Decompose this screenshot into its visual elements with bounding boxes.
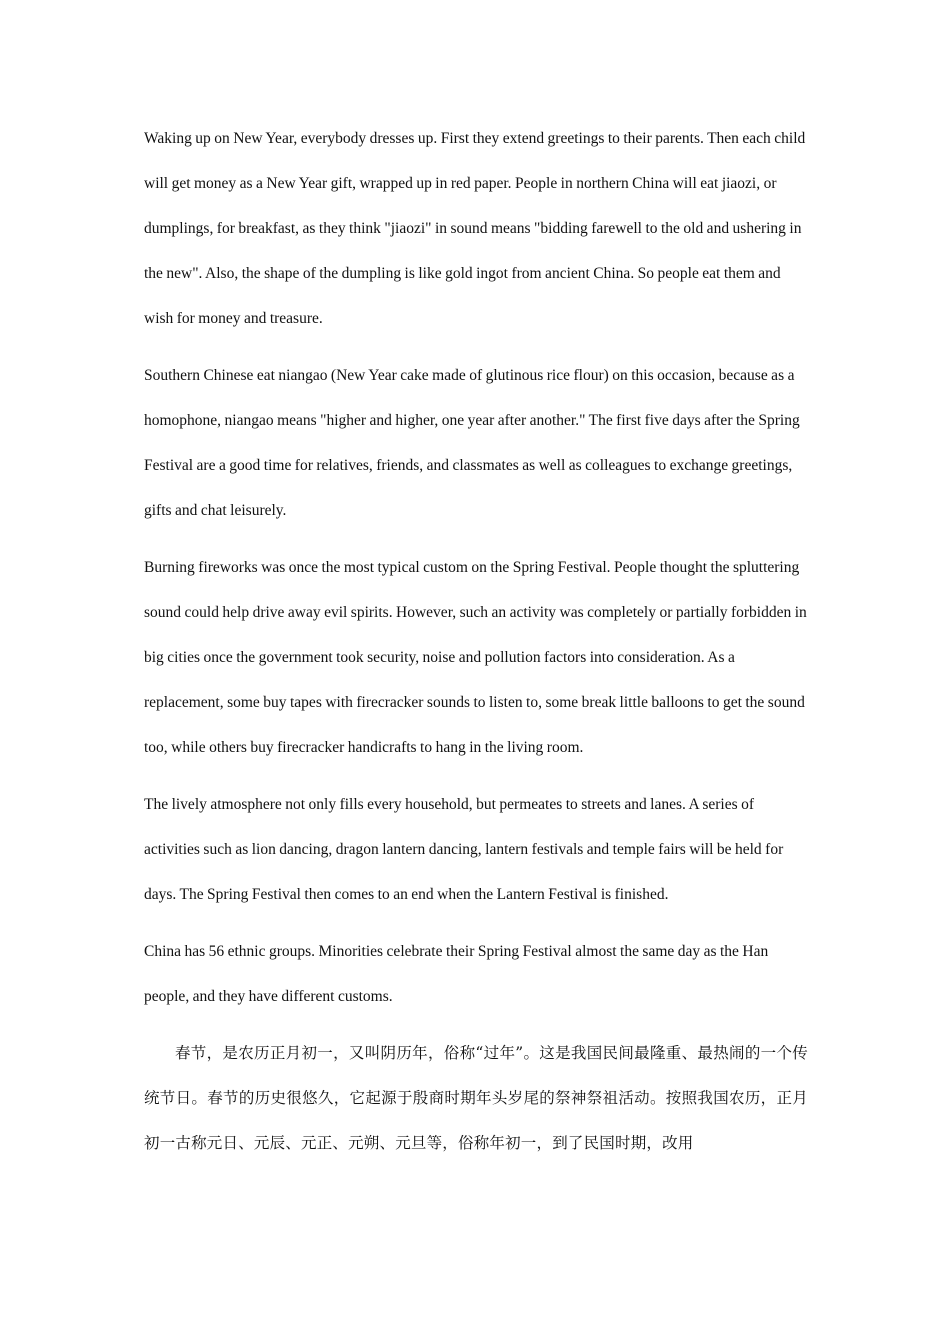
paragraph-new-year-morning: Waking up on New Year, everybody dresses up. First they extend greetings to their parents. Then each child will get money as a New Year gift, wrapped up in red paper. People in northern China will eat jiaozi, or dumplings, for breakfast, as they think "jiaozi" in sound means "bidding farewell to the old and ushering in the new". Also, the shape of the dumpling is like gold ingot from ancient China. So people eat them and wish for money and treasure. [144, 130, 806, 327]
paragraph-southern-niangao: Southern Chinese eat niangao (New Year cake made of glutinous rice flour) on this occasion, because as a homophone, niangao means "higher and higher, one year after another." The first five days after the Spring Festival are a good time for relatives, friends, and classmates as well as colleagues to exchange greetings, gifts and chat leisurely. [144, 367, 800, 519]
paragraph-lively-atmosphere: The lively atmosphere not only fills every household, but permeates to streets and lanes. A series of activities such as lion dancing, dragon lantern dancing, lantern festivals and temple fairs will be held for days. The Spring Festival then comes to an end when the Lantern Festival is finished. [144, 796, 784, 903]
paragraph-chinese-spring-festival: 春节，是农历正月初一，又叫阴历年，俗称“过年”。这是我国民间最隆重、最热闹的一个传统节日。春节的历史很悠久，它起源于殷商时期年头岁尾的祭神祭祖活动。按照我国农历，正月初一古称元日、元辰、元正、元朔、元旦等，俗称年初一，到了民国时期，改用 [144, 1044, 808, 1152]
paragraph-ethnic-groups: China has 56 ethnic groups. Minorities celebrate their Spring Festival almost the same day as the Han people, and they have different customs. [144, 943, 769, 1005]
document-body [144, 116, 808, 1178]
paragraph-fireworks: Burning fireworks was once the most typical custom on the Spring Festival. People thought the spluttering sound could help drive away evil spirits. However, such an activity was completely or partially forbidden in big cities once the government took security, noise and pollution factors into consideration. As a replacement, some buy tapes with firecracker sounds to listen to, some break little balloons to get the sound too, while others buy firecracker handicrafts to hang in the living room. [144, 559, 807, 756]
